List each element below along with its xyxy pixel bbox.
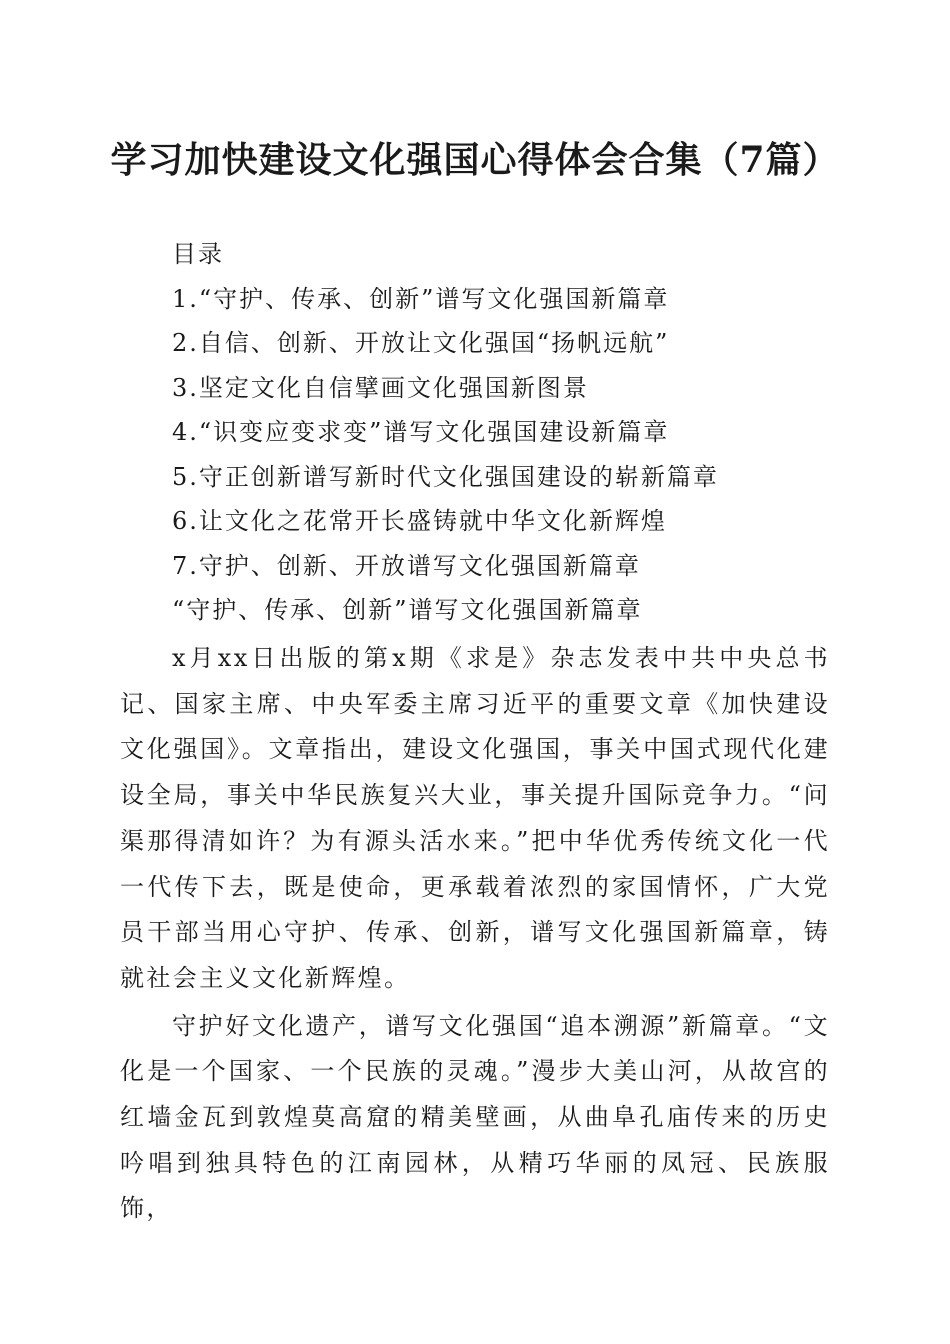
toc-item: 4.“识变应变求变”谱写文化强国建设新篇章	[172, 418, 670, 446]
section-title: “守护、传承、创新”谱写文化强国新篇章	[172, 596, 643, 624]
toc-heading: 目录	[172, 240, 224, 268]
toc-item: 6.让文化之花常开长盛铸就中华文化新辉煌	[172, 507, 667, 535]
body-paragraph: 守护好文化遗产，谱写文化强国“追本溯源”新篇章。“文化是一个国家、一个民族的灵魂。”漫步大美山河，从故宫的红墙金瓦到敦煌莫高窟的精美壁画，从曲阜孔庙传来的历史吟唱到独具特色的江南园林，从精巧华丽的凤冠、民族服饰，	[120, 1011, 830, 1223]
toc-item: 1.“守护、传承、创新”谱写文化强国新篇章	[172, 284, 670, 313]
toc-item: 2.自信、创新、开放让文化强国“扬帆远航”	[172, 329, 670, 357]
toc-item: 5.守正创新谱写新时代文化强国建设的崭新篇章	[172, 462, 719, 491]
document-title: 学习加快建设文化强国心得体会合集（7篇）	[110, 139, 840, 181]
table-of-contents	[172, 232, 852, 588]
body-paragraph: x月xx日出版的第x期《求是》杂志发表中共中央总书记、国家主席、中央军委主席习近平的重要文章《加快建设文化强国》。文章指出，建设文化强国，事关中国式现代化建设全局，事关中华民族复兴大业，事关提升国际竞争力。“问渠那得清如许？为有源头活水来。”把中华优秀传统文化一代一代传下去，既是使命，更承载着浓烈的家国情怀，广大党员干部当用心守护、传承、创新，谱写文化强国新篇章，铸就社会主义文化新辉煌。	[120, 644, 830, 992]
section-body	[120, 636, 830, 1232]
toc-item: 3.坚定文化自信擘画文化强国新图景	[172, 373, 589, 402]
toc-item: 7.守护、创新、开放谱写文化强国新篇章	[172, 551, 641, 580]
